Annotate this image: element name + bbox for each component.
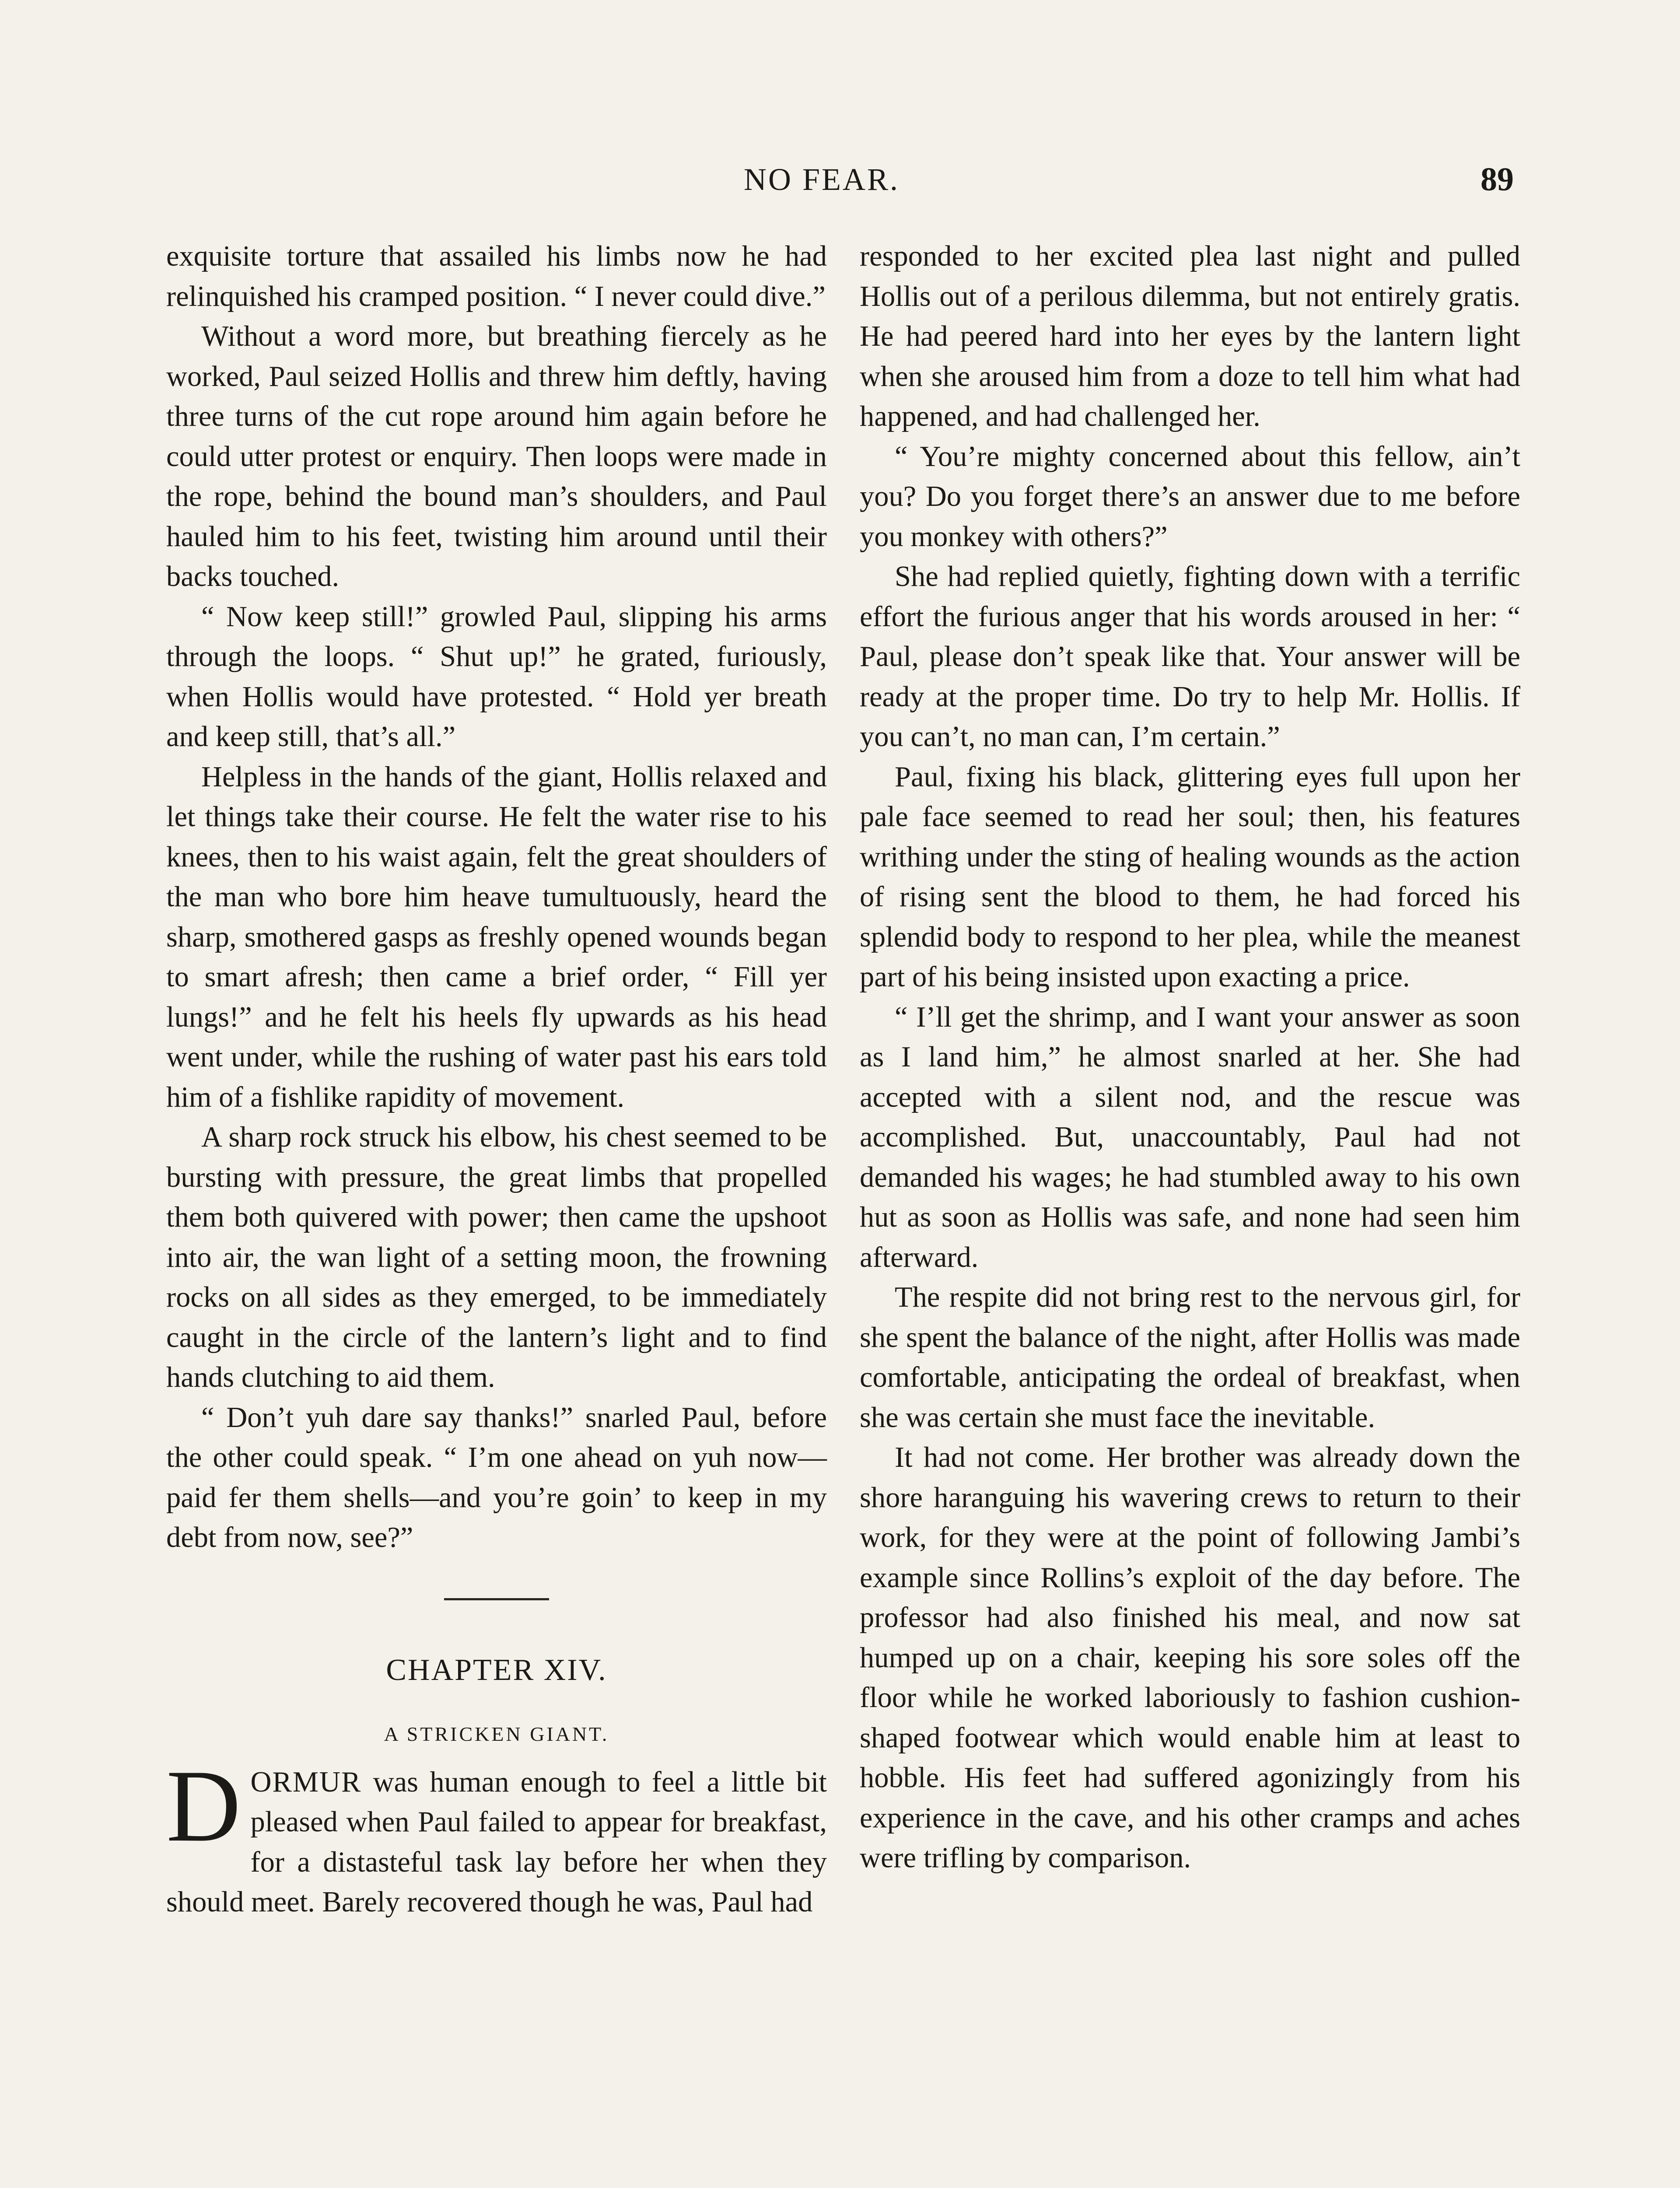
paragraph: exquisite torture that assailed his limbs now he had relinquished his cramped position. “ I never could dive.”: [166, 240, 827, 312]
opening-first-word: ORMUR: [250, 1766, 362, 1798]
running-header: [0, 158, 1680, 210]
paragraph: A sharp rock struck his elbow, his chest seemed to be bursting with pressure, the great limbs that propelled them both quivered with power; then came the upshoot into air, the wan light of a setting moon, the frowning rocks on all sides as they emerged, to be immediately caught in the circle of the lantern’s light and to find hands clutching to aid them.: [166, 1121, 827, 1393]
chapter-opening: [166, 1749, 827, 1922]
paragraph: It had not come. Her brother was already down the shore haranguing his wavering crews to return to their work, for they were at the point of following Jambi’s example since Rollins’s exploit of the day before. The professor had also finished his meal, and now sat humped up on a chair, keeping his sore soles off the floor while he worked laboriously to fashion cushion-shaped footwear which would enable him at least to hobble. His feet had suffered agonizingly from his experience in the cave, and his other cramps and aches were trifling by comparison.: [860, 1441, 1520, 1874]
opening-text: was human enough to feel a little bit pleased when Paul failed to appear for breakfast, for a distasteful task lay before her when they should meet. Barely recovered though he was, Paul had: [166, 1766, 827, 1918]
running-title: NO FEAR.: [744, 162, 900, 197]
paragraph: The respite did not bring rest to the nervous girl, for she spent the balance of the night, after Hollis was made comfortable, anticipating the ordeal of breakfast, when she was certain she must face the inevitable.: [860, 1281, 1520, 1434]
paragraph: Without a word more, but breathing fiercely as he worked, Paul seized Hollis and threw him deftly, having three turns of the cut rope around him again before he could utter protest or enquiry. Then loops were made in the rope, behind the bound man’s shoulders, and Paul hauled him to his feet, twisting him around until their backs touched.: [166, 320, 827, 593]
paragraph: “ You’re mighty concerned about this fellow, ain’t you? Do you forget there’s an answer due to me before you monkey with others?”: [860, 440, 1520, 553]
paragraph: “ I’ll get the shrimp, and I want your answer as soon as I land him,” he almost snarled at her. She had accepted with a silent nod, and the rescue was accomplished. But, unaccountably, Paul had not demanded his wages; he had stumbled away to his own hut as soon as Hollis was safe, and none had seen him afterward.: [860, 1001, 1520, 1273]
paragraph: “ Now keep still!” growled Paul, slipping his arms through the loops. “ Shut up!” he grated, furiously, when Hollis would have protested. “ Hold yer breath and keep still, that’s all.”: [166, 600, 827, 753]
chapter-title: CHAPTER XIV.: [386, 1653, 607, 1687]
right-column: [860, 236, 1520, 1878]
left-column: [166, 236, 827, 1922]
paragraph: She had replied quietly, fighting down with a terrific effort the furious anger that his words aroused in her: “ Paul, please don’t speak like that. Your answer will be ready at the proper time. Do try to help Mr. Hollis. If you can’t, no man can, I’m certain.”: [860, 561, 1520, 753]
section-divider: [444, 1598, 549, 1600]
chapter-subtitle: A STRICKEN GIANT.: [384, 1722, 609, 1745]
paragraph: Helpless in the hands of the giant, Hollis relaxed and let things take their course. He felt the water rise to his knees, then to his waist again, felt the great shoulders of the man who bore him heave tumultuously, heard the sharp, smothered gasps as freshly opened wounds began to smart afresh; then came a brief order, “ Fill yer lungs!” and he felt his heels fly upwards as his head went under, while the rushing of water past his ears told him of a fishlike rapidity of movement.: [166, 761, 827, 1113]
paragraph: Paul, fixing his black, glittering eyes full upon her pale face seemed to read her soul; then, his features writhing under the sting of healing wounds as the action of rising sent the blood to them, he had forced his splendid body to respond to her plea, while the meanest part of his being insisted upon exacting a price.: [860, 761, 1520, 993]
paragraph: responded to her excited plea last night and pulled Hollis out of a perilous dilemma, but not entirely gratis. He had peered hard into her eyes by the lantern light when she aroused him from a doze to tell him what had happened, and had challenged her.: [860, 240, 1520, 432]
page-number: 89: [1480, 161, 1514, 198]
paragraph: “ Don’t yuh dare say thanks!” snarled Paul, before the other could speak. “ I’m one ahead on yuh now—paid fer them shells—and you’re goin’ to keep in my debt from now, see?”: [166, 1401, 827, 1553]
drop-cap: D: [166, 1749, 241, 1863]
